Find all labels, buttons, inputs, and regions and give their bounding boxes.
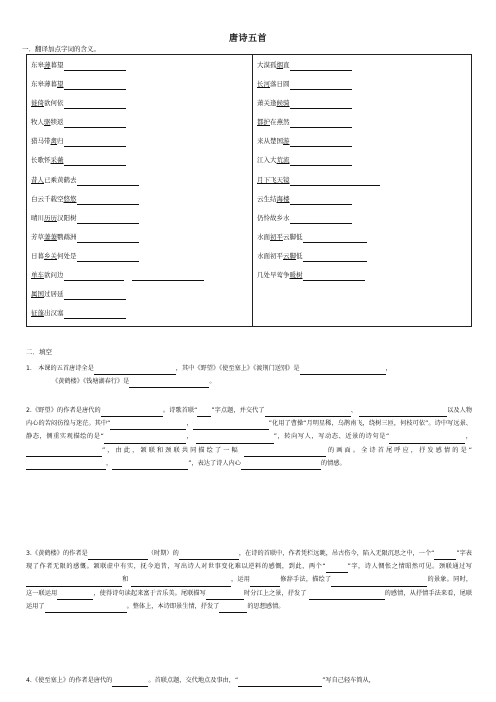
- answer-blank[interactable]: [241, 461, 321, 470]
- marked-word: 历历: [44, 213, 57, 222]
- vocab-item: [31, 135, 246, 154]
- verse-text: 萧关逢: [257, 99, 277, 108]
- vocab-item: [257, 116, 469, 135]
- answer-blank[interactable]: [101, 408, 163, 417]
- marked-word: 采薇: [50, 156, 64, 165]
- answer-blank[interactable]: [434, 551, 456, 560]
- vocab-item: [31, 307, 246, 326]
- verse-text: 出汉塞: [44, 309, 64, 318]
- question-3: [26, 547, 472, 613]
- verse-text: 长歌怀: [31, 156, 51, 165]
- q1-text: 《黄鹤楼》《钱塘湖春行》是: [52, 378, 130, 386]
- verse-text: 犊返: [50, 118, 64, 127]
- answer-blank[interactable]: [64, 310, 126, 319]
- marked-word: 烟: [276, 61, 283, 69]
- q4-text: 。首联点题，交代地点及事由，“: [148, 677, 239, 684]
- answer-blank[interactable]: [219, 604, 247, 613]
- verse-text: 过居延: [44, 290, 64, 299]
- q1-text: 1. 本课的五首唐诗全是: [26, 365, 94, 372]
- vocab-item: [31, 174, 246, 193]
- section-heading-fill: 二．填空: [26, 348, 52, 356]
- vocab-item: [31, 231, 246, 250]
- answer-blank[interactable]: [265, 408, 351, 417]
- question-4: [26, 674, 472, 687]
- verse-text: 在燕然: [270, 118, 290, 127]
- answer-blank[interactable]: [290, 81, 352, 90]
- q3-text: ”字表现了作者无限的感慨。颔联虚中有实，抚今追昔，写出诗人对世事变化难以逆料的感慨，到此，两个“: [26, 550, 472, 571]
- answer-blank[interactable]: [303, 272, 365, 281]
- q3-text: 修辞手法，描绘了: [280, 576, 332, 584]
- table-divider: [252, 55, 253, 326]
- verse-text: 何处是: [57, 251, 77, 260]
- vocab-item: [31, 250, 246, 269]
- marked-word: 候骑: [276, 99, 290, 108]
- marked-word: 属国: [31, 290, 44, 299]
- answer-blank[interactable]: [94, 366, 176, 375]
- question-1: [26, 362, 472, 388]
- answer-blank[interactable]: [77, 234, 139, 243]
- q2-text: ”化用了曹操“月明星稀，乌鹊南飞，绕树三匝，何枝可依”。诗中写远景、静态，侧重实观描绘的是“: [26, 420, 472, 441]
- marked-word: 薄: [44, 61, 51, 69]
- answer-blank[interactable]: [64, 291, 126, 300]
- answer-blank[interactable]: [359, 408, 447, 417]
- verse-text: 仍怜故乡水: [257, 213, 290, 222]
- q3-text: 。整体上，本诗即景生情，抒发了: [126, 602, 220, 610]
- answer-blank[interactable]: [290, 62, 352, 71]
- answer-blank[interactable]: [77, 215, 139, 224]
- answer-blank[interactable]: [64, 81, 126, 90]
- q1-text: ，: [385, 365, 392, 372]
- vocab-item: [31, 97, 246, 116]
- q2-text: ”，表达了诗人内心: [188, 459, 241, 467]
- q4-text: 4.《使至塞上》的作者是唐代的: [26, 677, 113, 684]
- verse-text: 归: [57, 137, 64, 146]
- verse-text: 白云千载空: [31, 194, 64, 203]
- verse-text: 暮望: [50, 61, 64, 69]
- answer-blank[interactable]: [331, 578, 427, 587]
- answer-blank[interactable]: [196, 435, 274, 444]
- answer-blank[interactable]: [57, 591, 93, 600]
- verse-text: 来从楚国: [257, 137, 283, 146]
- answer-blank[interactable]: [250, 578, 280, 587]
- marked-word: 萋萋: [44, 232, 57, 241]
- answer-blank[interactable]: [389, 435, 465, 444]
- verse-text: 鹦鹉洲: [57, 232, 77, 241]
- q2-text: ，: [186, 420, 193, 428]
- answer-blank[interactable]: [64, 157, 126, 166]
- verse-text: 欲何依: [44, 99, 64, 108]
- verse-text: 日暮: [31, 251, 44, 260]
- q3-text: 3.《黄鹤楼》的作者是: [26, 550, 88, 557]
- vocab-item: [257, 135, 469, 154]
- marked-word: 悠悠: [63, 194, 77, 203]
- answer-blank[interactable]: [64, 138, 126, 147]
- answer-blank[interactable]: [206, 591, 244, 600]
- answer-blank[interactable]: [110, 421, 186, 430]
- answer-blank[interactable]: [45, 604, 127, 613]
- answer-blank[interactable]: [290, 100, 352, 109]
- vocab-item: [31, 269, 246, 288]
- answer-blank[interactable]: [303, 234, 367, 243]
- answer-blank[interactable]: [26, 448, 102, 457]
- q3-text: ”字，诗人惆怅之情昭然可见。颈联通过写: [347, 563, 472, 571]
- answer-blank[interactable]: [64, 272, 124, 281]
- marked-word: 暖树: [289, 271, 303, 280]
- vocab-item: [257, 174, 469, 193]
- marked-word: 禽: [50, 137, 57, 146]
- answer-blank[interactable]: [77, 253, 139, 262]
- vocab-item: [257, 78, 469, 97]
- marked-word: 长河: [257, 80, 270, 89]
- answer-blank[interactable]: [197, 408, 211, 417]
- q1-text: 。: [209, 378, 216, 386]
- verse-text: 水面: [257, 232, 270, 241]
- answer-blank[interactable]: [26, 461, 106, 470]
- vocab-column-right: [257, 59, 469, 288]
- verse-text: 牧人: [31, 118, 44, 127]
- marked-word: 驱: [44, 118, 51, 127]
- q2-text: 2.《野望》的作者是唐代的: [26, 407, 101, 414]
- verse-text: 晴川: [31, 213, 44, 222]
- q2-text: ，: [465, 433, 472, 441]
- vocab-item: [31, 154, 246, 173]
- q3-text: ，运用: [230, 576, 251, 584]
- q3-text: （时期）的: [147, 550, 179, 557]
- verse-text: 云生结: [257, 194, 277, 203]
- vocab-table: [26, 54, 472, 327]
- verse-text: 江入大: [257, 156, 277, 165]
- vocab-item: [257, 212, 469, 231]
- answer-blank[interactable]: [290, 177, 380, 186]
- verse-text: 几处早莺争: [257, 271, 290, 280]
- q3-text: ，在诗的首联中，作者凭栏远眺，吊古伤今，陷入无限沉思之中，一个“: [238, 550, 435, 557]
- page-title: 唐诗五首: [228, 34, 267, 44]
- vocab-item: [31, 59, 246, 78]
- q3-text: 的感情，从抒情手法来看，尾联运用了: [26, 589, 473, 610]
- marked-word: 游: [283, 137, 290, 146]
- marked-word: 云脚: [283, 251, 296, 260]
- q2-text: 的情感。: [320, 459, 346, 467]
- verse-text: 大漠孤: [257, 61, 277, 69]
- vocab-column-left: [31, 59, 246, 326]
- vocab-item: [31, 78, 246, 97]
- answer-blank[interactable]: [326, 564, 348, 573]
- answer-blank[interactable]: [309, 591, 385, 600]
- q2-text: 、: [350, 407, 357, 414]
- q3-text: ，使得诗句读起来富于音乐美。尾联描写: [93, 589, 206, 597]
- answer-blank[interactable]: [88, 551, 148, 560]
- vocab-item: [31, 193, 246, 212]
- q3-text: 和: [122, 576, 129, 584]
- verse-text: 东皋: [31, 61, 44, 69]
- vocab-item: [257, 250, 469, 269]
- answer-blank[interactable]: [290, 138, 352, 147]
- answer-blank[interactable]: [290, 119, 352, 128]
- question-2: [26, 404, 472, 470]
- answer-blank[interactable]: [64, 100, 126, 109]
- answer-blank[interactable]: [129, 379, 209, 388]
- verse-text: 东皋薄暮: [31, 80, 57, 89]
- q2-text: 。诗歌首联“: [162, 407, 198, 414]
- verse-text: 低: [296, 251, 303, 260]
- answer-blank[interactable]: [290, 196, 352, 205]
- marked-word: 徙倚: [31, 99, 44, 108]
- marked-word: 月下飞天镜: [257, 175, 290, 184]
- answer-blank[interactable]: [64, 119, 126, 128]
- verse-text: 猎马带: [31, 137, 51, 146]
- verse-text: 芳草: [31, 232, 44, 241]
- vocab-item: [31, 212, 246, 231]
- answer-blank[interactable]: [77, 177, 139, 186]
- vocab-item: [257, 269, 469, 288]
- vocab-item: [257, 97, 469, 116]
- marked-word: 海楼: [276, 194, 290, 203]
- vocab-item: [31, 288, 246, 307]
- vocab-item: [257, 231, 469, 250]
- answer-blank[interactable]: [244, 448, 326, 457]
- vocab-item: [257, 154, 469, 173]
- q3-text: 时分江上之景，抒发了: [243, 589, 307, 597]
- answer-blank[interactable]: [112, 678, 148, 687]
- verse-text: 汉阳树: [57, 213, 77, 222]
- q2-text: ，: [106, 459, 113, 467]
- answer-blank[interactable]: [303, 253, 367, 262]
- verse-text: 云脚低: [283, 232, 303, 241]
- marked-word: 单车: [31, 271, 44, 280]
- q2-text: 的画面。全诗首尾呼应，抒发感情的是“: [325, 446, 472, 454]
- vocab-item: [257, 193, 469, 212]
- vocab-item: [257, 59, 469, 78]
- answer-blank[interactable]: [193, 421, 269, 430]
- answer-blank[interactable]: [290, 215, 352, 224]
- answer-blank[interactable]: [290, 157, 352, 166]
- answer-blank[interactable]: [26, 578, 122, 587]
- q2-text: ”，由此，颔联和颈联共同描绘了一幅: [102, 446, 240, 454]
- marked-word: 望: [57, 80, 64, 89]
- answer-blank[interactable]: [131, 578, 231, 587]
- answer-blank[interactable]: [179, 551, 239, 560]
- marked-word: 征蓬: [31, 309, 44, 318]
- q3-text: 的景象。同时，这一联运用: [26, 576, 473, 597]
- q1-text: ，其中《野望》《使至塞上》《渡荆门送别》是: [175, 365, 300, 372]
- answer-blank[interactable]: [300, 366, 386, 375]
- answer-blank[interactable]: [77, 196, 139, 205]
- verse-text: 欲问边: [44, 271, 64, 280]
- q2-text: ”，转向写人，写动态、近景的诗句是“: [273, 433, 390, 441]
- answer-blank[interactable]: [112, 461, 188, 470]
- answer-blank[interactable]: [238, 678, 322, 687]
- answer-blank[interactable]: [64, 62, 126, 71]
- verse-text: 落日圆: [270, 80, 290, 89]
- verse-text: 水面初平: [257, 251, 283, 260]
- q3-text: 的思想感情。: [247, 602, 285, 610]
- marked-word: 都护: [257, 118, 270, 127]
- q2-text: 以及人物内心的苦闷彷徨与迷茫。其中“: [26, 407, 473, 428]
- marked-word: 昔人: [31, 175, 44, 184]
- verse-text: 直: [283, 61, 290, 69]
- section-heading-translate: 一．翻译加点字词的含义。: [22, 45, 100, 53]
- answer-blank[interactable]: [132, 272, 204, 281]
- q2-text: ”字点题，并交代了: [211, 407, 265, 414]
- vocab-item: [31, 116, 246, 135]
- marked-word: 荒流: [276, 156, 290, 165]
- q2-text: ，: [185, 433, 194, 441]
- q4-text: ”写自己轻车简从，: [322, 677, 375, 684]
- marked-word: 乡关: [44, 251, 57, 260]
- answer-blank[interactable]: [104, 435, 186, 444]
- marked-word: 初平: [270, 232, 283, 241]
- verse-text: 已乘黄鹤去: [44, 175, 77, 184]
